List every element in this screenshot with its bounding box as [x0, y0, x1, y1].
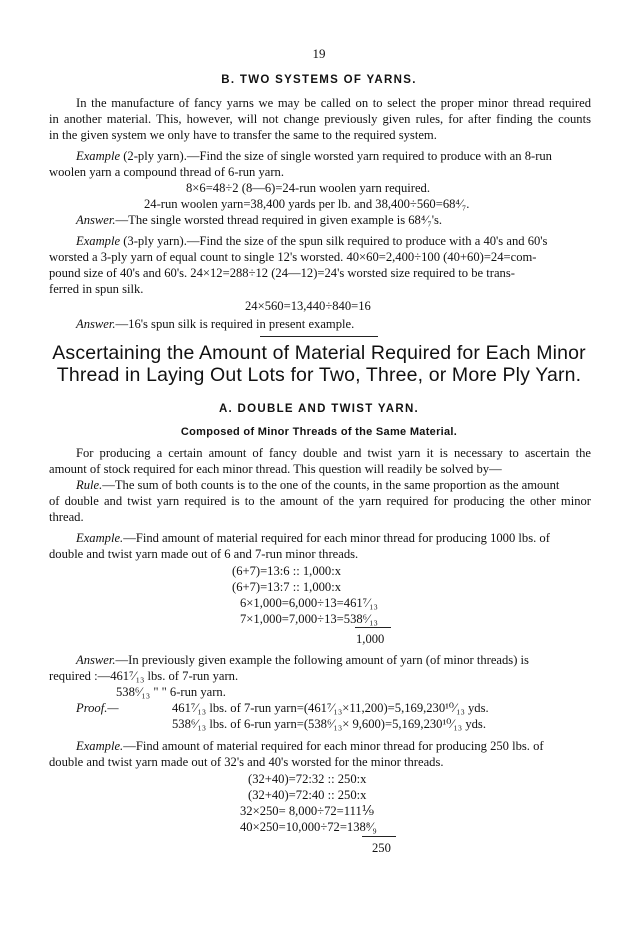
sum-rule [355, 627, 391, 628]
example4-label: Example. [76, 739, 124, 753]
answer-label: Answer. [76, 317, 116, 331]
example1-answer [76, 212, 638, 228]
example4-calc-1: (32+40)=72:32 :: 250:x [248, 772, 367, 786]
example2-line-1 [76, 233, 591, 249]
example4-text: —Find amount of material required for each minor thread for producing 250 lbs. of [123, 739, 544, 753]
example3-answer-line-1 [76, 652, 591, 668]
example1-calc-1: 8×6=48÷2 (8—6)=24-run woolen yarn required. [186, 181, 431, 195]
para1-line-2: amount of stock required for each minor thread. This question will readily be solved by— [49, 462, 502, 476]
example3-line-1 [76, 530, 591, 546]
answer-label: Answer. [76, 213, 116, 227]
intro-line-3: in the given system we only have to transfer the same to the required system. [49, 128, 437, 142]
proof-line-2: 538⁶⁄₁₃ lbs. of 6-run yarn=(538⁶⁄₁₃× 9,600)=5,169,230¹⁰⁄₁₃ yds. [172, 717, 486, 731]
example1-text: (2-ply yarn).—Find the size of single worsted yarn required to produce with an 8-run [120, 149, 552, 163]
example3-calc-1: (6+7)=13:6 :: 1,000:x [232, 564, 342, 578]
example4-calc-4: 40×250=10,000÷72=138⁸⁄₉ [240, 820, 377, 834]
answer-text: —In previously given example the following amount of yarn (of minor threads) is [115, 653, 529, 667]
answer-text: —16's spun silk is required in present example. [115, 317, 355, 331]
main-heading-line-1: Ascertaining the Amount of Material Required for Each Minor [52, 342, 586, 364]
example2-line-3: pound size of 40's and 60's. 24×12=288÷12 (24—12)=24's worsted size required to be trans- [49, 266, 515, 280]
example1-label: Example [76, 149, 121, 163]
rule-line-2: of double and twist yarn required is to the amount of the yarn required for producing the other minor [49, 494, 591, 508]
example1-line-2: woolen yarn a compound thread of 6-run yarn. [49, 165, 285, 179]
intro-line-1: In the manufacture of fancy yarns we may be called on to select the proper minor thread required [76, 96, 591, 110]
example2-label: Example [76, 234, 121, 248]
example2-line-4: ferred in spun silk. [49, 282, 144, 296]
example4-line-1 [76, 738, 591, 754]
section-a-heading: A. DOUBLE AND TWIST YARN. [218, 403, 420, 415]
example4-total: 250 [372, 841, 391, 855]
example2-answer [76, 316, 638, 332]
answer-label: Answer. [76, 653, 116, 667]
example1-line-1 [76, 148, 591, 164]
example3-label: Example. [76, 531, 124, 545]
example3-line-2: double and twist yarn made out of 6 and 7-run minor threads. [49, 547, 359, 561]
section-divider [260, 336, 378, 337]
example3-text: —Find amount of material required for each minor thread for producing 1000 lbs. of [123, 531, 550, 545]
example1-calc-2: 24-run woolen yarn=38,400 yards per lb. and 38,400÷560=68⁴⁄₇. [144, 197, 470, 211]
example3-calc-4: 7×1,000=7,000÷13=538⁶⁄₁₃ [240, 612, 378, 626]
sum-rule [362, 836, 396, 837]
rule-label: Rule. [76, 478, 103, 492]
example3-total: 1,000 [356, 632, 385, 646]
proof-label-text: Proof.— [76, 701, 119, 715]
main-heading-line-2: Thread in Laying Out Lots for Two, Three, or More Ply Yarn. [56, 364, 582, 386]
example4-calc-3: 32×250= 8,000÷72=111⅑ [240, 804, 374, 818]
example3-calc-2: (6+7)=13:7 :: 1,000:x [232, 580, 342, 594]
section-b-heading: B. TWO SYSTEMS OF YARNS. [221, 74, 417, 86]
proof-line-1: 461⁷⁄₁₃ lbs. of 7-run yarn=(461⁷⁄₁₃×11,200)=5,169,230¹⁰⁄₁₃ yds. [172, 701, 489, 715]
example3-answer-line-3: 538⁶⁄₁₃ " " 6-run yarn. [116, 685, 226, 699]
example3-answer-line-2: required :—461⁷⁄₁₃ lbs. of 7-run yarn. [49, 669, 239, 683]
rule-line-3: thread. [49, 510, 84, 524]
rule-line-1 [76, 477, 591, 493]
example3-calc-3: 6×1,000=6,000÷13=461⁷⁄₁₃ [240, 596, 378, 610]
page-number: 19 [312, 46, 326, 61]
example4-line-2: double and twist yarn made out of 32's and 40's worsted for the minor threads. [49, 755, 444, 769]
subheading: Composed of Minor Threads of the Same Material. [180, 426, 458, 438]
rule-text: —The sum of both counts is to the one of the counts, in the same proportion as the amount [102, 478, 560, 492]
example2-line-2: worsted a 3-ply yarn of equal count to single 12's worsted. 40×60=2,400÷100 (40+60)=24=com- [49, 250, 537, 264]
example4-calc-2: (32+40)=72:40 :: 250:x [248, 788, 367, 802]
example2-text: (3-ply yarn).—Find the size of the spun silk required to produce with a 40's and 60's [120, 234, 548, 248]
example2-calc: 24×560=13,440÷840=16 [245, 299, 371, 313]
para1-line-1: For producing a certain amount of fancy double and twist yarn it is necessary to ascertain the [76, 446, 591, 460]
answer-text: —The single worsted thread required in given example is 68⁴⁄₇'s. [115, 213, 443, 227]
intro-line-2: in another material. This, however, will not change previously given rules, for after finding the counts [49, 112, 591, 126]
